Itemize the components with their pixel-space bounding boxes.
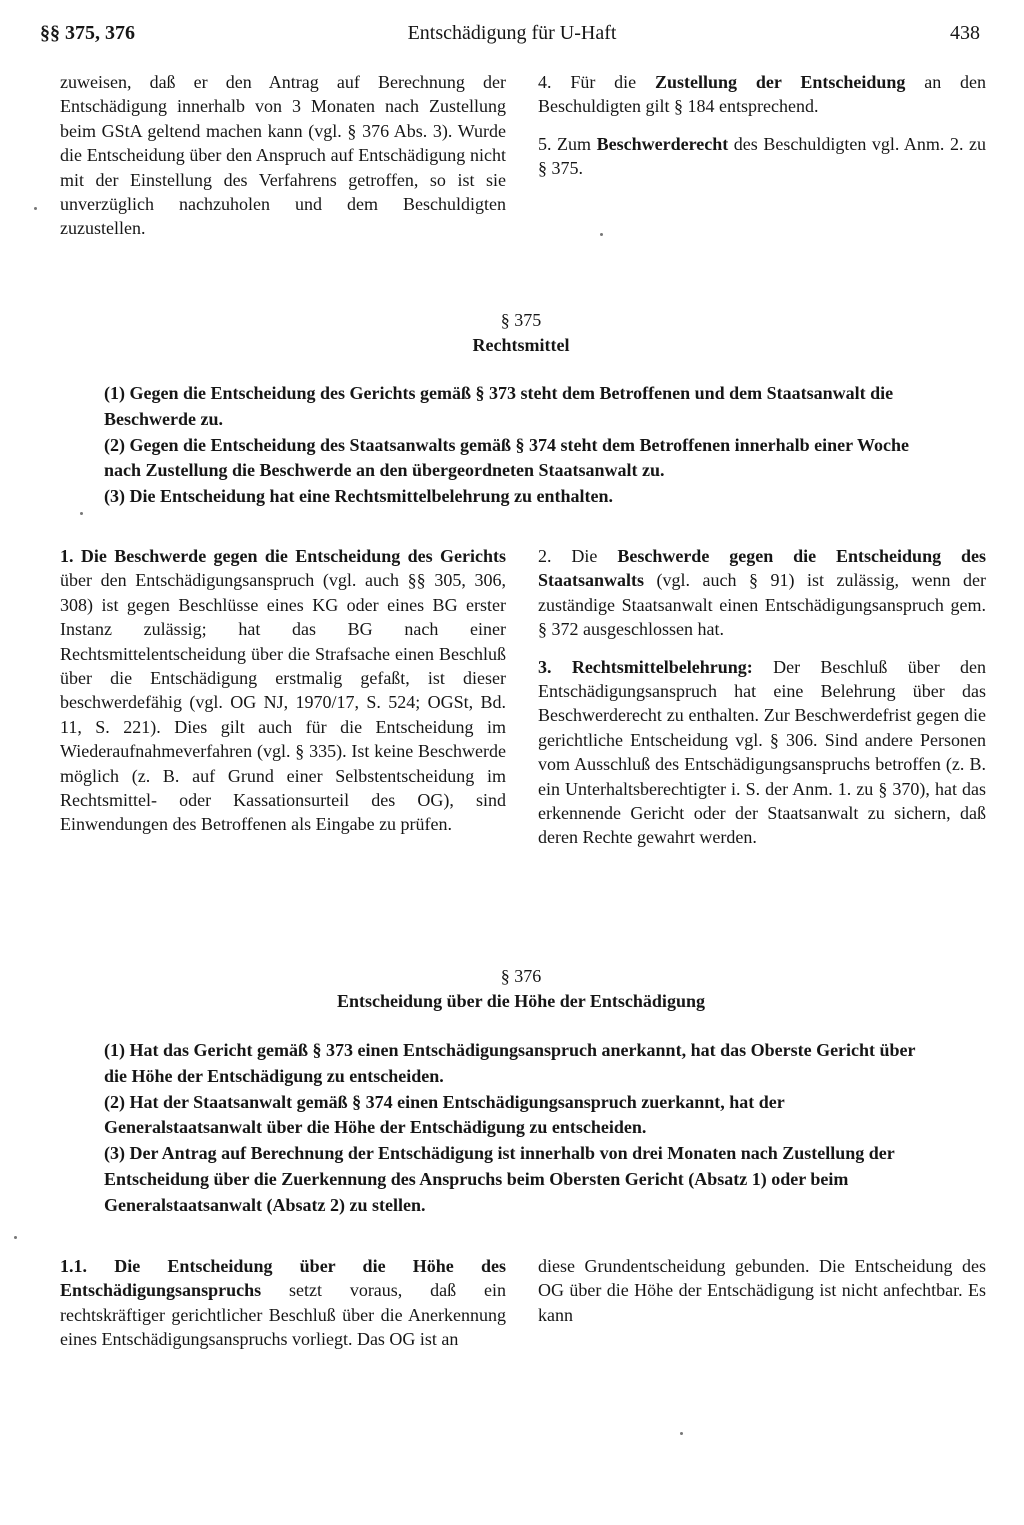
section-376-number: § 376 xyxy=(500,966,542,986)
statute-paragraph-3: (3) Die Entscheidung hat eine Rechtsmittelbelehrung zu enthalten. xyxy=(104,486,613,507)
s375-note-3 xyxy=(538,655,986,850)
s375-note-2-keyword: Beschwerde gegen die Entscheidung des Staatsanwalts xyxy=(538,546,986,591)
s376-note-1-1 xyxy=(60,1254,506,1352)
section-375-statute xyxy=(104,381,940,510)
continued-paragraph: zuweisen, daß er den Antrag auf Berechnung der Entschädigung innerhalb von 3 Monaten nach Zustellung beim GStA geltend machen kann (vgl. § 376 Abs. 3). Wurde die Entscheidung über den Anspruch auf Entschädigung nicht mit der Einstellung des Verfahrens getroffen, so ist sie unverzüglich nachzuholen und dem Beschuldigten zuzustellen. xyxy=(60,72,506,239)
note-5-text: des Beschuldigten vgl. Anm. 2. zu § 375. xyxy=(538,133,987,179)
s376-note-1-1-number: 1.1. xyxy=(60,1256,87,1276)
s375-note-2 xyxy=(538,544,986,642)
section-375-title: Rechtsmittel xyxy=(472,335,570,355)
s376-note-1-1-continued: diese Grundentscheidung gebunden. Die Entscheidung des OG über die Höhe der Entschädigung ist nicht anfechtbar. Es kann xyxy=(538,1256,986,1325)
s375-note-1-text: über den Entschädigungsanspruch (vgl. auch §§ 305, 306, 308) ist gegen Beschlüsse eines KG oder eines BG erster Instanz zulässig; hat das BG nach einer Rechtsmittelentscheidung über die Strafsache einen Beschluß über die Entschädigung erstmalig gefaßt, ist dieser beschwerdefähig (vgl. OG NJ, 1970/17, S. 524; OGSt, Bd. 11, S. 221). Dies gilt auch für die Entscheidung im Wiederaufnahmeverfahren (vgl. § 335). Ist keine Beschwerde möglich (z. B. auf Grund einer Selbstentscheidung im Rechtsmittel- oder Kassationsurteil des OG), sind Einwendungen des Betroffenen als Eingabe zu prüfen. xyxy=(60,570,506,835)
running-header-section: §§ 375, 376 xyxy=(40,22,135,44)
running-header-title: Entschädigung für U-Haft xyxy=(407,22,617,44)
note-5-number: 5. Zum xyxy=(538,133,592,154)
section-376-title: Entscheidung über die Höhe der Entschädigung xyxy=(337,991,705,1011)
statute-paragraph-2: (2) Gegen die Entscheidung des Staatsanwalts gemäß § 374 steht dem Betroffenen innerhalb einer Woche nach Zustellung die Beschwerde an den übergeordneten Staatsanwalt zu. xyxy=(104,434,910,481)
scan-speck xyxy=(14,1236,17,1239)
note-5-keyword: Beschwerderecht xyxy=(596,133,729,154)
note-4-number: 4. Für die xyxy=(538,72,637,92)
note-4-keyword: Zustellung der Entscheidung xyxy=(654,72,906,92)
s376-note-1-1-text: setzt voraus, daß ein rechtskräftiger gerichtlicher Beschluß über die Anerkennung eines Entschädigungsanspruchs vorliegt. Das OG ist an xyxy=(60,1280,507,1350)
statute-paragraph-1: (1) Hat das Gericht gemäß § 373 einen Entschädigungsanspruch anerkannt, hat das Oberste Gericht über die Höhe der Entschädigung zu entscheiden. xyxy=(104,1040,916,1086)
s375-note-1-keyword: 1. Die Beschwerde gegen die Entscheidung des Gerichts xyxy=(60,546,506,566)
s375-note-3-keyword: 3. Rechtsmittelbelehrung: xyxy=(538,656,753,677)
page-number: 438 xyxy=(950,22,980,44)
s376-note-1-1-keyword: Die Entscheidung über die Höhe des Entschädigungsanspruchs xyxy=(60,1256,506,1301)
scan-speck xyxy=(80,512,83,515)
scan-speck xyxy=(600,233,603,236)
statute-paragraph-1: (1) Gegen die Entscheidung des Gerichts gemäß § 373 steht dem Betroffenen und dem Staatsanwalt die Beschwerde zu. xyxy=(104,383,894,429)
s376-right-column xyxy=(538,1254,986,1327)
section-375-number: § 375 xyxy=(500,310,542,330)
note-5 xyxy=(538,132,986,181)
top-left-column xyxy=(60,70,506,241)
section-376-heading xyxy=(0,964,1024,1014)
s375-left-column xyxy=(60,544,506,837)
s375-note-3-text: Der Beschluß über den Entschädigungsanspruch hat eine Belehrung über das Beschwerderecht zu enthalten. Zur Beschwerdefrist gegen die gerichtliche Entscheidung vgl. § 306. Sind andere Personen vom Ausschluß des Entschädigungsanspruchs betroffen (z. B. ein Unterhaltsberechtigter i. S. der Anm. 1. zu § 370), hat das erkennende Gericht oder der Staatsanwalt zu sichern, daß deren Rechte gewahrt werden. xyxy=(538,656,987,848)
section-376-statute xyxy=(104,1038,940,1219)
note-4-text: an den Beschuldigten gilt § 184 entsprechend. xyxy=(538,72,987,117)
note-4 xyxy=(538,70,986,119)
section-375-heading xyxy=(0,308,1024,358)
statute-paragraph-3: (3) Der Antrag auf Berechnung der Entschädigung ist innerhalb von drei Monaten nach Zustellung der Entscheidung über die Zuerkennung des Anspruchs beim Obersten Gericht (Absatz 1) oder beim Generalstaatsanwalt (Absatz 2) zu stellen. xyxy=(104,1143,895,1215)
top-right-column xyxy=(538,70,986,181)
s375-note-2-text: (vgl. auch § 91) ist zulässig, wenn der zuständige Staatsanwalt einen Entschädigungsanspruch gem. § 372 ausgeschlossen hat. xyxy=(538,570,987,640)
s375-note-2-number: 2. Die xyxy=(538,546,598,566)
statute-paragraph-2: (2) Hat der Staatsanwalt gemäß § 374 einen Entschädigungsanspruch zuerkannt, hat der Generalstaatsanwalt über die Höhe der Entschädigung zu entscheiden. xyxy=(104,1091,785,1138)
s376-left-column xyxy=(60,1254,506,1352)
scan-speck xyxy=(680,1432,683,1435)
s375-note-1 xyxy=(60,544,506,837)
s375-right-column xyxy=(538,544,986,850)
scan-speck xyxy=(34,207,37,210)
